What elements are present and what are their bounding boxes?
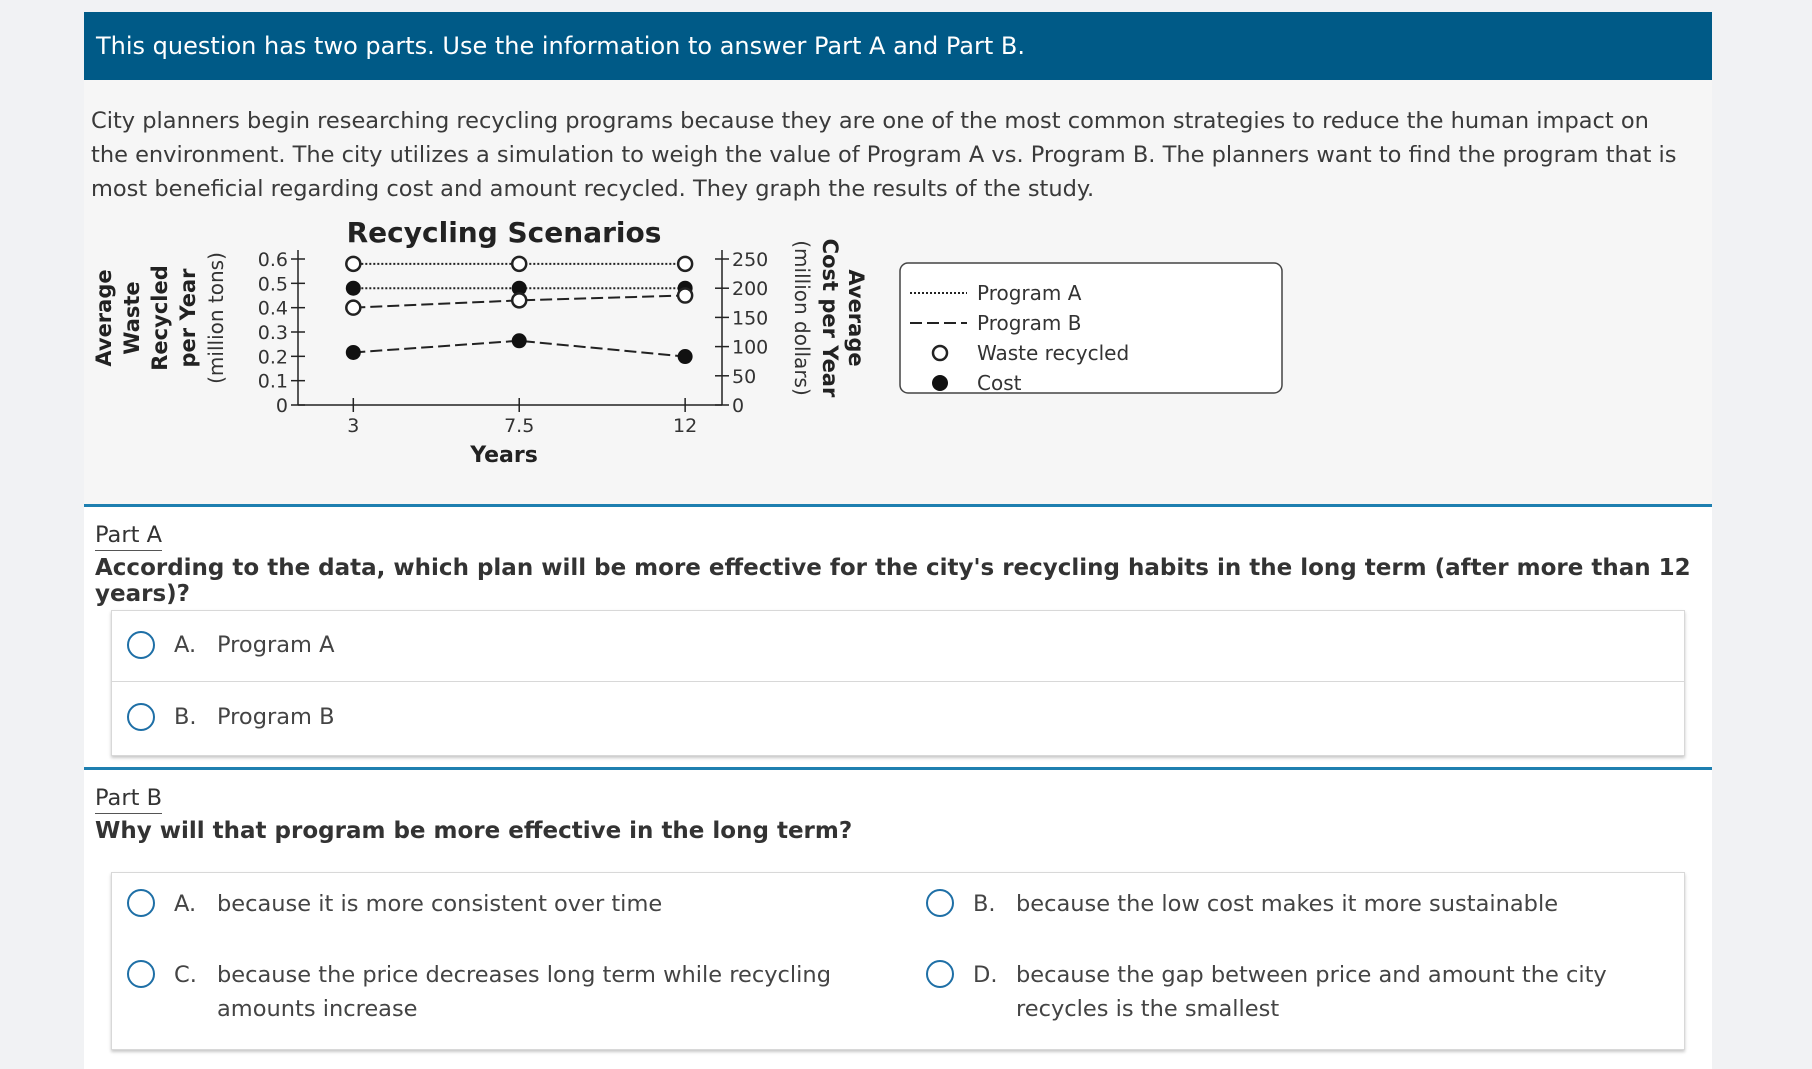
part-a-choices [111,610,1685,756]
part-b-choices [111,872,1685,1050]
point-program-b-waste-recycled [512,293,526,307]
part-a-label: Part A [95,522,162,551]
radio-button-icon[interactable] [127,960,155,988]
left-tick-label: 0 [275,395,288,417]
chart-legend [900,263,1282,395]
part-a-choice-a[interactable] [112,611,1684,682]
x-tick-label: 3 [347,415,360,437]
right-tick-label: 150 [732,307,769,330]
series-points [346,257,693,364]
left-tick-label: 0.1 [257,370,288,393]
left-tick-label: 0.3 [257,322,288,344]
legend-label-waste-recycled: Waste recycled [977,341,1130,365]
right-axis-label-line-2: Cost per Year [818,238,842,398]
right-axis-label-line-3: (million dollars) [790,240,814,396]
part-a-choice-b[interactable] [112,683,1684,753]
x-axis-ticks [347,398,697,437]
right-axis-ticks [715,249,768,417]
choice-letter: A. [174,632,197,658]
legend-label-program-b: Program B [977,311,1082,335]
radio-button-icon[interactable] [127,631,155,659]
right-tick-label: 250 [732,249,769,271]
point-program-a-waste-recycled [346,257,360,271]
left-axis-label-line-4: per Year [176,268,200,368]
radio-button-icon[interactable] [926,960,954,988]
left-tick-label: 0.2 [257,346,288,369]
part-b-choice-d[interactable] [926,945,1684,1045]
radio-button-icon[interactable] [926,889,954,917]
left-axis-label-line-2: Waste [120,281,144,355]
x-axis-label: Years [470,443,538,468]
right-tick-label: 200 [732,278,769,301]
part-b-choice-b[interactable] [926,873,1684,943]
question-panel [84,12,1712,1069]
part-b-choice-c[interactable] [112,945,902,1045]
left-axis-label-line-3: Recycled [148,265,172,371]
choice-text: because the price decreases long term while recycling amounts increase [217,962,831,1022]
left-axis-label-line-1: Average [92,269,116,367]
recycling-chart [84,220,1324,490]
legend-label-cost: Cost [977,371,1022,395]
point-program-b-waste-recycled [346,301,360,315]
part-a-section [84,507,1712,770]
left-tick-label: 0.4 [257,297,288,320]
chart-title: Recycling Scenarios [346,220,662,249]
left-axis-label-line-5: (million tons) [204,252,228,384]
choice-text: Program A [217,632,335,658]
recycling-chart-figure [84,220,1324,494]
left-tick-label: 0.5 [257,273,288,296]
choice-letter: D. [973,962,998,988]
radio-button-icon[interactable] [127,889,155,917]
choice-letter: C. [174,962,197,988]
x-tick-label: 12 [673,415,698,437]
point-program-b-cost [346,345,361,360]
part-a-question: According to the data, which plan will be more effective for the city's recycling habits in the long term (after more than 12 years)? [95,555,1691,607]
choice-text: because the gap between price and amount the city recycles is the smallest [1016,962,1607,1022]
stimulus-section [84,80,1712,507]
choice-letter: B. [174,704,197,730]
part-b-choice-a[interactable] [112,873,902,943]
point-program-a-waste-recycled [512,257,526,271]
part-b-question: Why will that program be more effective in the long term? [95,818,853,844]
right-tick-label: 50 [732,365,757,388]
legend-label-program-a: Program A [977,281,1082,305]
right-tick-label: 100 [732,336,769,359]
part-b-section [84,770,1712,1069]
stimulus-text: City planners begin researching recycling programs because they are one of the most common strategies to reduce the human impact on the environment. The city utilizes a simulation to weigh the value of Program A vs. Program B. The planners want to find the program that is most beneficial regarding cost and amount recycled. They graph the results of the study. [91,108,1677,202]
left-tick-label: 0.6 [257,249,288,271]
right-axis-label-line-1: Average [844,269,868,367]
choice-text: because the low cost makes it more sustainable [1016,891,1559,917]
legend-symbol-filled-circle [932,375,948,391]
point-program-b-cost [512,333,527,348]
question-header: This question has two parts. Use the information to answer Part A and Part B. [84,12,1712,80]
choice-text: because it is more consistent over time [217,891,663,917]
point-program-a-waste-recycled [678,257,692,271]
right-tick-label: 0 [732,395,745,417]
point-program-a-cost [346,281,361,296]
point-program-b-cost [678,349,693,364]
legend-box [900,263,1282,393]
x-tick-label: 7.5 [504,415,535,437]
radio-button-icon[interactable] [127,703,155,731]
legend-symbol-open-circle [933,346,947,360]
choice-letter: A. [174,891,197,917]
point-program-b-waste-recycled [678,289,692,303]
part-b-label: Part B [95,785,162,814]
choice-letter: B. [973,891,996,917]
choice-text: Program B [217,704,335,730]
